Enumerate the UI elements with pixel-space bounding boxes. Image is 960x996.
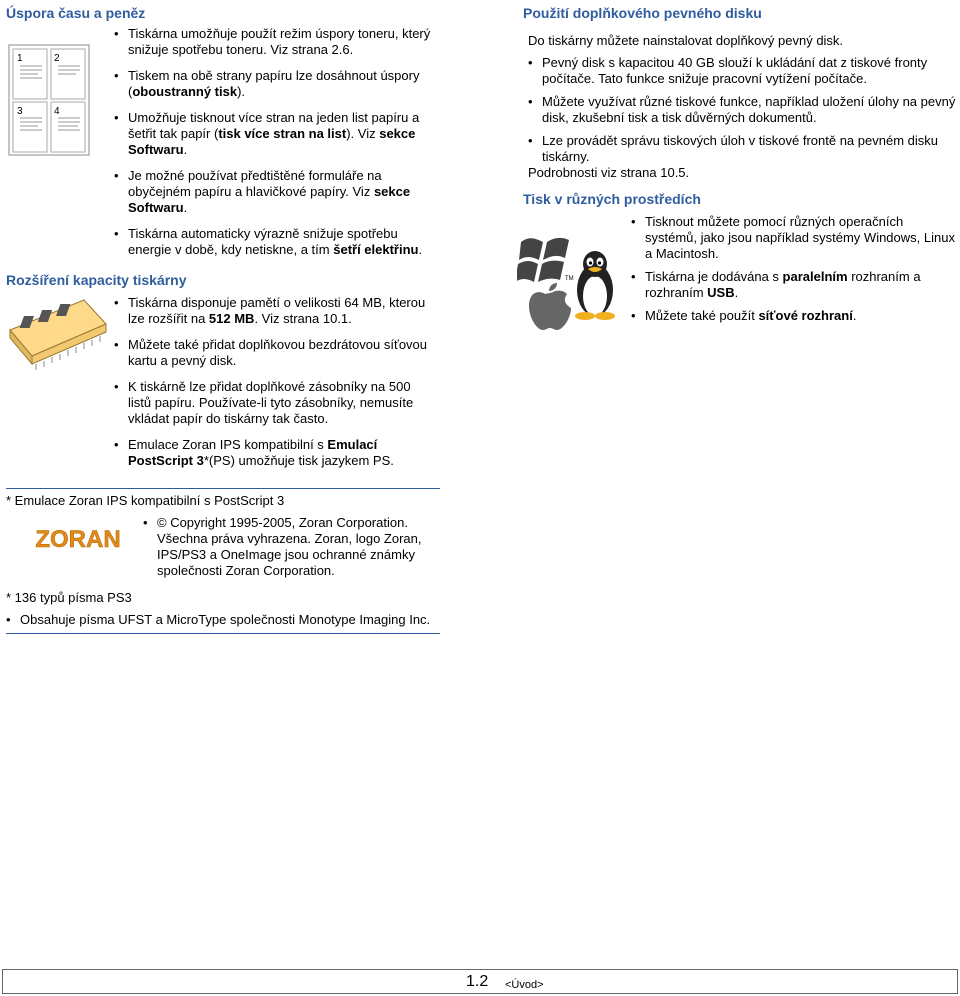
memory-module-icon	[4, 294, 110, 374]
list-item: • © Copyright 1995-2005, Zoran Corporation. Všechna práva vyhrazena. Zoran, logo Zoran, IPS/PS3 a OneImage jsou ochranné známky společnosti Zoran Corporation.	[143, 515, 443, 579]
list-item: • Můžete také použít síťové rozhraní.	[631, 308, 956, 324]
note-fonts: * 136 typů písma PS3	[6, 590, 132, 605]
list-item: • Tiskárna disponuje pamětí o velikosti 64 MB, kterou lze rozšířit na 512 MB. Viz strana 10.1.	[114, 295, 436, 327]
multi-page-print-illustration	[8, 44, 90, 156]
list-item: • Tisknout můžete pomocí různých operačních systémů, jako jsou například systémy Windows, Linux a Macintosh.	[631, 214, 956, 262]
harddisk-reference: Podrobnosti viz strana 10.5.	[528, 165, 690, 180]
list-item: • Tiskárna automaticky výrazně snižuje spotřebu energie v době, kdy netiskne, a tím šetří elektřinu.	[114, 226, 434, 258]
apple-icon	[529, 283, 571, 330]
section-title-environments: Tisk v různých prostředích	[523, 191, 701, 207]
section-title-expansion: Rozšíření kapacity tiskárny	[6, 272, 187, 288]
list-item: • Tiskárna umožňuje použít režim úspory toneru, který snižuje spotřebu toneru. Viz strana 2.6.	[114, 26, 434, 58]
list-item: • Obsahuje písma UFST a MicroType společnosti Monotype Imaging Inc.	[6, 612, 446, 628]
home-link[interactable]: <Úvod>	[505, 979, 544, 991]
page-number: 1.2	[466, 973, 489, 990]
fonts-list	[6, 612, 446, 638]
savings-list	[114, 26, 434, 268]
list-item: • Lze provádět správu tiskových úloh v tiskové frontě na pevném disku tiskárny.	[528, 133, 956, 165]
linux-tux-icon	[575, 251, 615, 320]
trademark-mark: TM	[565, 276, 574, 282]
list-item: • Tiskem na obě strany papíru lze dosáhnout úspory (oboustranný tisk).	[114, 68, 434, 100]
operating-systems-illustration	[517, 228, 621, 336]
section-title-harddisk: Použití doplňkového pevného disku	[523, 5, 762, 21]
page-number-4: 4	[54, 106, 60, 117]
windows-icon	[517, 238, 569, 282]
svg-text:ZORAN: ZORAN	[35, 526, 121, 552]
section-title-savings: Úspora času a peněz	[6, 5, 146, 21]
list-item: • Můžete využívat různé tiskové funkce, například uložení úlohy na pevný disk, zkušební tisk a tisk důvěrných dokumentů.	[528, 94, 956, 126]
harddisk-list	[528, 55, 956, 165]
list-item: • Umožňuje tisknout více stran na jeden list papíru a šetřit tak papír (tisk více stran na list). Viz sekce Softwaru.	[114, 110, 434, 158]
note-postscript: * Emulace Zoran IPS kompatibilní s PostScript 3	[6, 493, 285, 508]
page-number-3: 3	[17, 106, 23, 117]
zoran-logo	[22, 526, 134, 552]
page-number-2: 2	[54, 53, 60, 64]
notes-divider	[6, 488, 440, 489]
copyright-list	[143, 515, 443, 589]
list-item: • Je možné používat předtištěné formuláře na obyčejném papíru a hlavičkové papíry. Viz sekce Softwaru.	[114, 168, 434, 216]
notes-bottom-divider	[6, 633, 440, 634]
list-item: • Emulace Zoran IPS kompatibilní s Emulací PostScript 3*(PS) umožňuje tisk jazykem PS.	[114, 437, 436, 469]
page-number-1: 1	[17, 53, 23, 64]
list-item: • Tiskárna je dodávána s paralelním rozhraním a rozhraním USB.	[631, 269, 956, 301]
environments-list	[631, 214, 956, 334]
list-item: • Můžete také přidat doplňkovou bezdrátovou síťovou kartu a pevný disk.	[114, 337, 436, 369]
list-item: • K tiskárně lze přidat doplňkové zásobníky na 500 listů papíru. Používate-li tyto zásobníky, nemusíte vkládat papír do tiskárny tak často.	[114, 379, 436, 427]
list-item: • Pevný disk s kapacitou 40 GB slouží k ukládání dat z tiskové fronty počítače. Tato funkce snižuje pracovní vytížení počítače.	[528, 55, 956, 87]
harddisk-intro: Do tiskárny můžete nainstalovat doplňkový pevný disk.	[528, 33, 844, 48]
expansion-list	[114, 295, 436, 479]
